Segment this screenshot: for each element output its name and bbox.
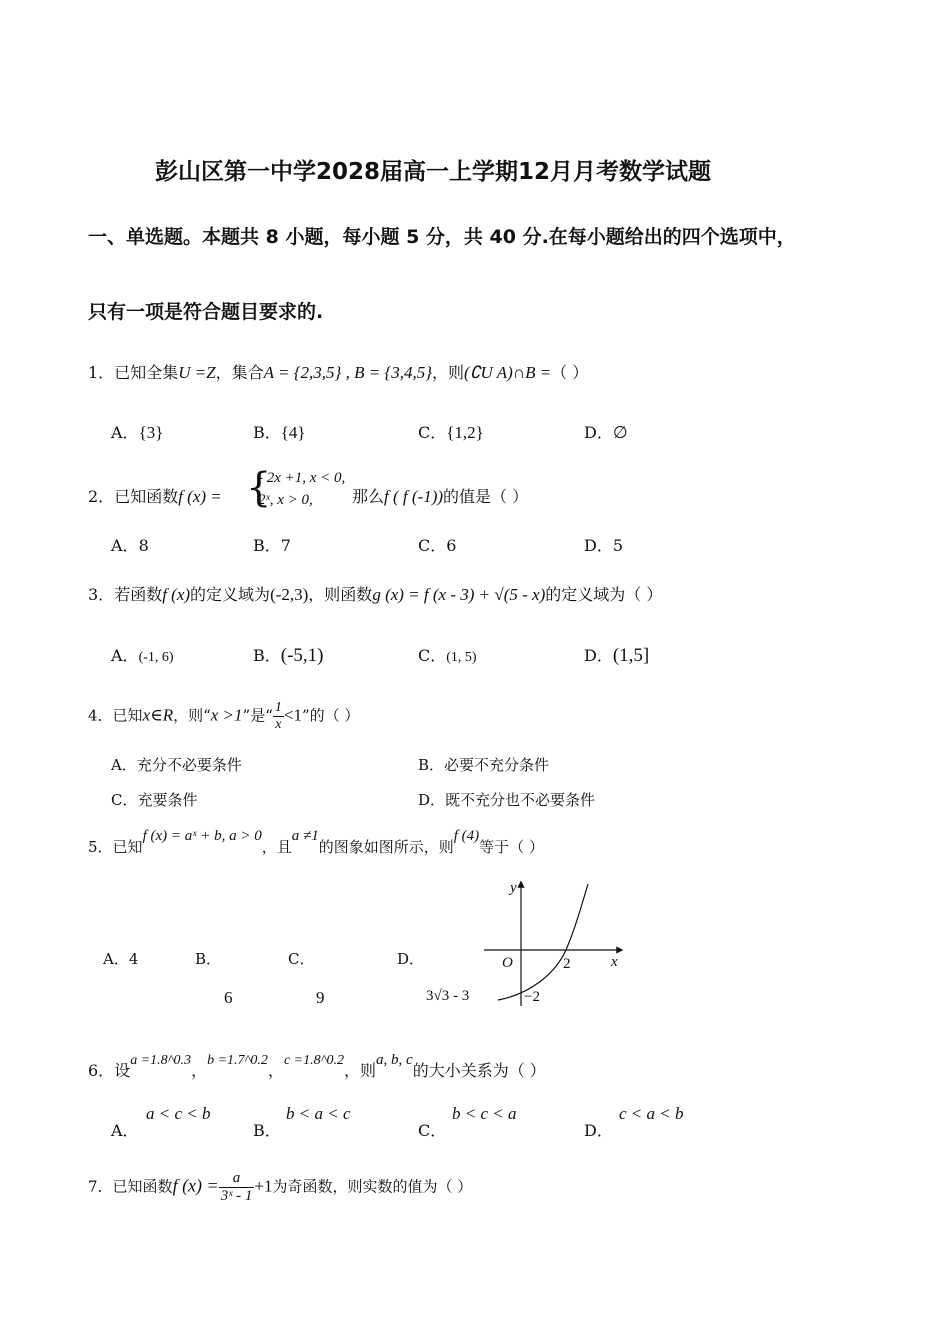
question-4 xyxy=(88,700,359,733)
math-c: c =1.8^0.2 xyxy=(283,1053,345,1068)
question-number: 1． xyxy=(88,363,115,382)
math-a: a =1.8^0.3 xyxy=(130,1053,192,1068)
math-universal-set: U =Z xyxy=(178,363,216,382)
q4-option-d[interactable] xyxy=(418,789,595,810)
option-label: D． xyxy=(418,791,446,809)
function-graph xyxy=(480,874,630,1010)
math-function: f (x) = xyxy=(178,487,222,506)
q5-option-b-value: 6 xyxy=(224,988,233,1007)
math-lt: <1 xyxy=(283,705,302,725)
piecewise-case-2: 2ˣ, x > 0, xyxy=(258,492,313,508)
q1-option-a[interactable] xyxy=(111,420,163,443)
option-label: D． xyxy=(584,536,613,555)
option-label: B． xyxy=(253,423,281,442)
option-value: {4} xyxy=(280,423,306,442)
option-label: D． xyxy=(584,423,613,442)
option-label: A． xyxy=(111,1121,139,1140)
question-text: ，则 xyxy=(344,1061,377,1080)
option-label: C． xyxy=(418,423,447,442)
x-tick-label: 2 xyxy=(563,956,571,972)
option-label: B． xyxy=(253,1121,281,1140)
q3-option-c[interactable] xyxy=(418,643,477,666)
fraction-denominator: 3ˣ - 1 xyxy=(220,1188,253,1204)
question-6: 6．设a =1.8^0.3，b =1.7^0.2，c =1.8^0.2，则a, b, c的大小关系为（ ） xyxy=(88,1052,546,1080)
q4-option-c[interactable] xyxy=(111,789,198,810)
option-value: 4 xyxy=(128,950,139,968)
math-expression: f ( f (-1)) xyxy=(384,487,444,506)
option-label: C． xyxy=(111,791,138,809)
option-value: 6 xyxy=(446,536,457,555)
option-label: A． xyxy=(111,646,139,665)
math-fraction xyxy=(273,700,284,733)
question-number: 5． xyxy=(88,838,113,856)
q5-option-c[interactable] xyxy=(288,948,314,969)
page-title: 彭山区第一中学2028届高一上学期12月月考数学试题 xyxy=(155,159,712,185)
option-value: (-5,1) xyxy=(280,645,324,666)
fraction-numerator: a xyxy=(219,1170,255,1188)
option-value: 既不充分也不必要条件 xyxy=(445,791,596,809)
question-1 xyxy=(88,360,588,383)
question-text: ”的（ ） xyxy=(301,706,360,725)
fraction-denominator: x xyxy=(275,717,282,732)
question-text: 的值是（ ） xyxy=(443,487,529,506)
question-text: 若函数 xyxy=(114,585,163,604)
piecewise-brace: { xyxy=(246,465,272,511)
option-label: A． xyxy=(111,756,137,774)
section-heading-line1: 一、单选题。本题共 8 小题，每小题 5 分，共 40 分.在每小题给出的四个选项中， xyxy=(88,226,796,248)
q5-option-d[interactable] xyxy=(397,948,424,969)
answer-paren: （ ） xyxy=(551,363,589,382)
math-function-g: g (x) = f (x - 3) + √(5 - x) xyxy=(372,585,546,604)
question-text: ，则函数 xyxy=(308,585,373,604)
option-label: A． xyxy=(103,950,129,968)
fraction-numerator: 1 xyxy=(274,700,282,715)
curve xyxy=(498,884,588,1000)
question-text: 的图象如图所示，则 xyxy=(318,838,454,856)
option-label: D． xyxy=(584,1121,613,1140)
q6-option-a[interactable] xyxy=(111,1118,139,1141)
question-text: 已知全集 xyxy=(114,363,179,382)
option-value: 5 xyxy=(612,536,624,555)
option-label: B． xyxy=(195,950,222,968)
section-heading-line2: 只有一项是符合题目要求的. xyxy=(88,301,324,323)
question-number: 4． xyxy=(88,706,113,725)
option-label: C． xyxy=(288,950,315,968)
q6-option-b-value: b < a < c xyxy=(286,1104,351,1123)
question-number: 7． xyxy=(88,1177,113,1196)
y-tick-label: −2 xyxy=(524,989,540,1005)
option-label: C． xyxy=(418,1121,447,1140)
option-label: C． xyxy=(418,536,447,555)
q5-option-c-value: 9 xyxy=(316,988,325,1007)
q4-option-b[interactable] xyxy=(418,754,549,775)
option-value: (1, 5) xyxy=(446,650,477,665)
q1-option-c[interactable] xyxy=(418,420,484,443)
question-5 xyxy=(88,828,544,857)
question-text: ，且 xyxy=(261,838,292,856)
q2-option-c[interactable] xyxy=(418,533,456,556)
question-text: 已知 xyxy=(112,838,143,856)
question-text: 的定义域为（ ） xyxy=(545,585,663,604)
question-text: ”是“ xyxy=(242,706,273,725)
question-text: 等于（ ） xyxy=(479,838,544,856)
q1-option-b[interactable] xyxy=(253,420,306,443)
math-b: b =1.7^0.2 xyxy=(207,1053,268,1068)
math-fraction xyxy=(219,1170,255,1205)
option-label: B． xyxy=(253,646,281,665)
option-label: D． xyxy=(584,646,613,665)
option-value: (1,5] xyxy=(612,645,650,666)
q5-option-d-value: 3√3 - 3 xyxy=(426,988,470,1004)
question-text: 那么 xyxy=(352,487,385,506)
question-2-rest xyxy=(352,484,528,507)
option-label: A． xyxy=(111,423,139,442)
question-text: ，集合 xyxy=(215,363,264,382)
math-function: f (x) xyxy=(162,585,191,604)
option-value: 必要不充分条件 xyxy=(444,756,550,774)
question-text: ，则 xyxy=(432,363,465,382)
math-vars: a, b, c xyxy=(376,1052,413,1068)
math-function: f (x) = xyxy=(172,1175,219,1196)
math-f4: f (4) xyxy=(453,828,480,844)
q6-option-a-value: a < c < b xyxy=(146,1104,211,1123)
q1-option-d[interactable] xyxy=(584,420,628,443)
question-2 xyxy=(88,484,222,507)
option-value: 充要条件 xyxy=(137,791,198,809)
q6-option-c[interactable] xyxy=(418,1118,446,1141)
option-label: A． xyxy=(111,536,139,555)
question-text: 已知函数 xyxy=(114,487,179,506)
option-value: {1,2} xyxy=(446,423,484,442)
option-label: D． xyxy=(397,950,425,968)
option-label: C． xyxy=(418,646,447,665)
math-condition: x∈R xyxy=(142,705,174,725)
q6-option-b[interactable] xyxy=(253,1118,281,1141)
question-text: 已知函数 xyxy=(112,1177,173,1196)
option-value: ∅ xyxy=(612,423,628,442)
option-value: (-1, 6) xyxy=(138,650,174,665)
q4-option-a[interactable] xyxy=(111,754,242,775)
math-sets: A = {2,3,5} , B = {3,4,5} xyxy=(263,363,433,382)
q3-option-b[interactable] xyxy=(253,643,324,667)
option-value: 充分不必要条件 xyxy=(136,756,242,774)
question-text: 设 xyxy=(114,1061,131,1080)
math-plus-one: +1 xyxy=(254,1176,273,1196)
math-condition: a ≠1 xyxy=(291,828,319,844)
math-domain: (-2,3) xyxy=(270,585,309,604)
q2-option-d[interactable] xyxy=(584,533,623,556)
option-value: 7 xyxy=(280,536,291,555)
origin-label: O xyxy=(502,955,513,971)
x-axis-label: x xyxy=(611,954,618,970)
option-value: 8 xyxy=(138,536,149,555)
math-statement-a: x >1 xyxy=(210,705,243,725)
q5-option-a[interactable] xyxy=(103,948,138,969)
q6-option-d-value: c < a < b xyxy=(619,1104,684,1123)
q3-option-d[interactable] xyxy=(584,643,649,667)
question-3 xyxy=(88,582,662,605)
q6-option-d[interactable] xyxy=(584,1118,613,1141)
question-number: 2． xyxy=(88,487,115,506)
question-text: 的定义域为 xyxy=(190,585,271,604)
q6-option-c-value: b < c < a xyxy=(452,1104,517,1123)
q2-option-a[interactable] xyxy=(111,533,149,556)
q3-option-a[interactable] xyxy=(111,643,174,666)
question-text: 的大小关系为（ ） xyxy=(412,1061,546,1080)
question-7 xyxy=(88,1170,472,1205)
option-value: {3} xyxy=(138,423,164,442)
question-number: 3． xyxy=(88,585,115,604)
option-label: B． xyxy=(418,756,445,774)
q2-option-b[interactable] xyxy=(253,533,291,556)
question-text: ，则“ xyxy=(173,706,211,725)
q5-option-b[interactable] xyxy=(195,948,221,969)
question-text: 为奇函数，则实数的值为（ ） xyxy=(272,1177,473,1196)
math-expression: (∁U A)∩B = xyxy=(464,363,552,382)
y-axis-label: y xyxy=(510,880,517,896)
question-number: 6． xyxy=(88,1061,115,1080)
question-text: 已知 xyxy=(112,706,143,725)
piecewise-case-1: - 2x +1, x < 0, xyxy=(258,470,346,486)
option-label: B． xyxy=(253,536,281,555)
math-function: f (x) = aˣ + b, a > 0 xyxy=(142,828,262,844)
